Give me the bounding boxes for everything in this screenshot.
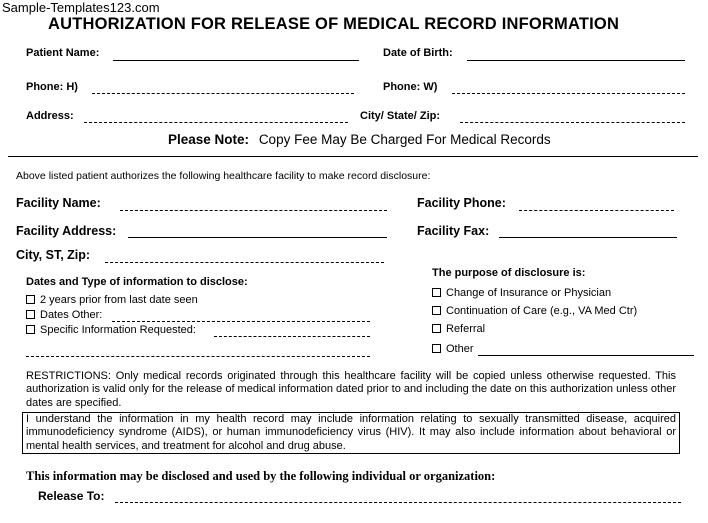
date-option-other[interactable]: Dates Other: <box>26 309 102 321</box>
fee-note-label: Please Note: <box>168 132 250 147</box>
dob-field[interactable] <box>467 60 685 61</box>
facility-name-label: Facility Name: <box>16 196 101 210</box>
purpose-other-field[interactable] <box>478 355 694 356</box>
patient-name-field[interactable] <box>113 60 359 61</box>
specific-info-field[interactable] <box>214 336 370 337</box>
restrictions-text: RESTRICTIONS: Only medical records originated through this healthcare facility will be copied unless otherwise requested. This authorization is valid only for the release of medical information dated prior to and including the date on this authorization unless other dates are specified. <box>26 370 676 409</box>
phone-work-label: Phone: W) <box>383 81 438 93</box>
facility-address-field[interactable] <box>128 237 387 238</box>
fee-note-text: Copy Fee May Be Charged For Medical Records <box>258 132 551 147</box>
checkbox[interactable] <box>26 295 35 304</box>
watermark: Sample-Templates123.com <box>2 0 160 15</box>
checkbox[interactable] <box>432 344 441 353</box>
city-state-zip-field[interactable] <box>460 122 685 123</box>
fee-note <box>168 132 551 147</box>
release-to-label: Release To: <box>38 489 105 503</box>
purpose-heading: The purpose of disclosure is: <box>432 267 586 279</box>
checkbox[interactable] <box>26 325 35 334</box>
checkbox[interactable] <box>432 288 441 297</box>
checkbox[interactable] <box>432 324 441 333</box>
facility-phone-field[interactable] <box>519 210 674 211</box>
checkbox[interactable] <box>432 306 441 315</box>
patient-name-label: Patient Name: <box>26 47 100 59</box>
facility-phone-label: Facility Phone: <box>417 196 506 210</box>
dates-other-field[interactable] <box>112 321 370 322</box>
facility-city-label: City, ST, Zip: <box>16 248 91 262</box>
address-field[interactable] <box>84 122 348 123</box>
purpose-option-other[interactable]: Other <box>432 343 474 355</box>
release-to-field[interactable] <box>115 502 681 503</box>
disclosure-heading: This information may be disclosed and used by the following individual or organization: <box>26 469 496 483</box>
dob-label: Date of Birth: <box>383 47 453 59</box>
facility-address-label: Facility Address: <box>16 224 117 238</box>
city-state-zip-label: City/ State/ Zip: <box>360 110 441 122</box>
facility-city-field[interactable] <box>105 262 384 263</box>
phone-work-field[interactable] <box>452 93 685 94</box>
facility-fax-field[interactable] <box>499 237 677 238</box>
checkbox[interactable] <box>26 310 35 319</box>
facility-name-field[interactable] <box>120 210 387 211</box>
address-label: Address: <box>26 110 74 122</box>
purpose-option-insurance[interactable]: Change of Insurance or Physician <box>432 287 611 299</box>
section-divider <box>8 156 698 157</box>
specific-info-field-2[interactable] <box>26 356 370 357</box>
date-option-specific[interactable]: Specific Information Requested: <box>26 324 196 336</box>
phone-home-field[interactable] <box>92 93 354 94</box>
dates-heading: Dates and Type of information to disclose: <box>26 276 248 288</box>
purpose-option-referral[interactable]: Referral <box>432 323 485 335</box>
understand-box: I understand the information in my health record may include information relating to sexually transmitted disease, acquired immunodeficiency syndrome (AIDS), or human immunodeficiency virus (HIV). It may also include information about behavioral or mental health services, and treatment for alcohol and drug abuse. <box>22 412 680 454</box>
purpose-option-continuation[interactable]: Continuation of Care (e.g., VA Med Ctr) <box>432 305 637 317</box>
authorize-text: Above listed patient authorizes the following healthcare facility to make record disclosure: <box>16 170 431 182</box>
date-option-2-years[interactable]: 2 years prior from last date seen <box>26 294 198 306</box>
form-title: AUTHORIZATION FOR RELEASE OF MEDICAL RECORD INFORMATION <box>48 15 620 33</box>
phone-home-label: Phone: H) <box>26 81 78 93</box>
facility-fax-label: Facility Fax: <box>417 224 490 238</box>
